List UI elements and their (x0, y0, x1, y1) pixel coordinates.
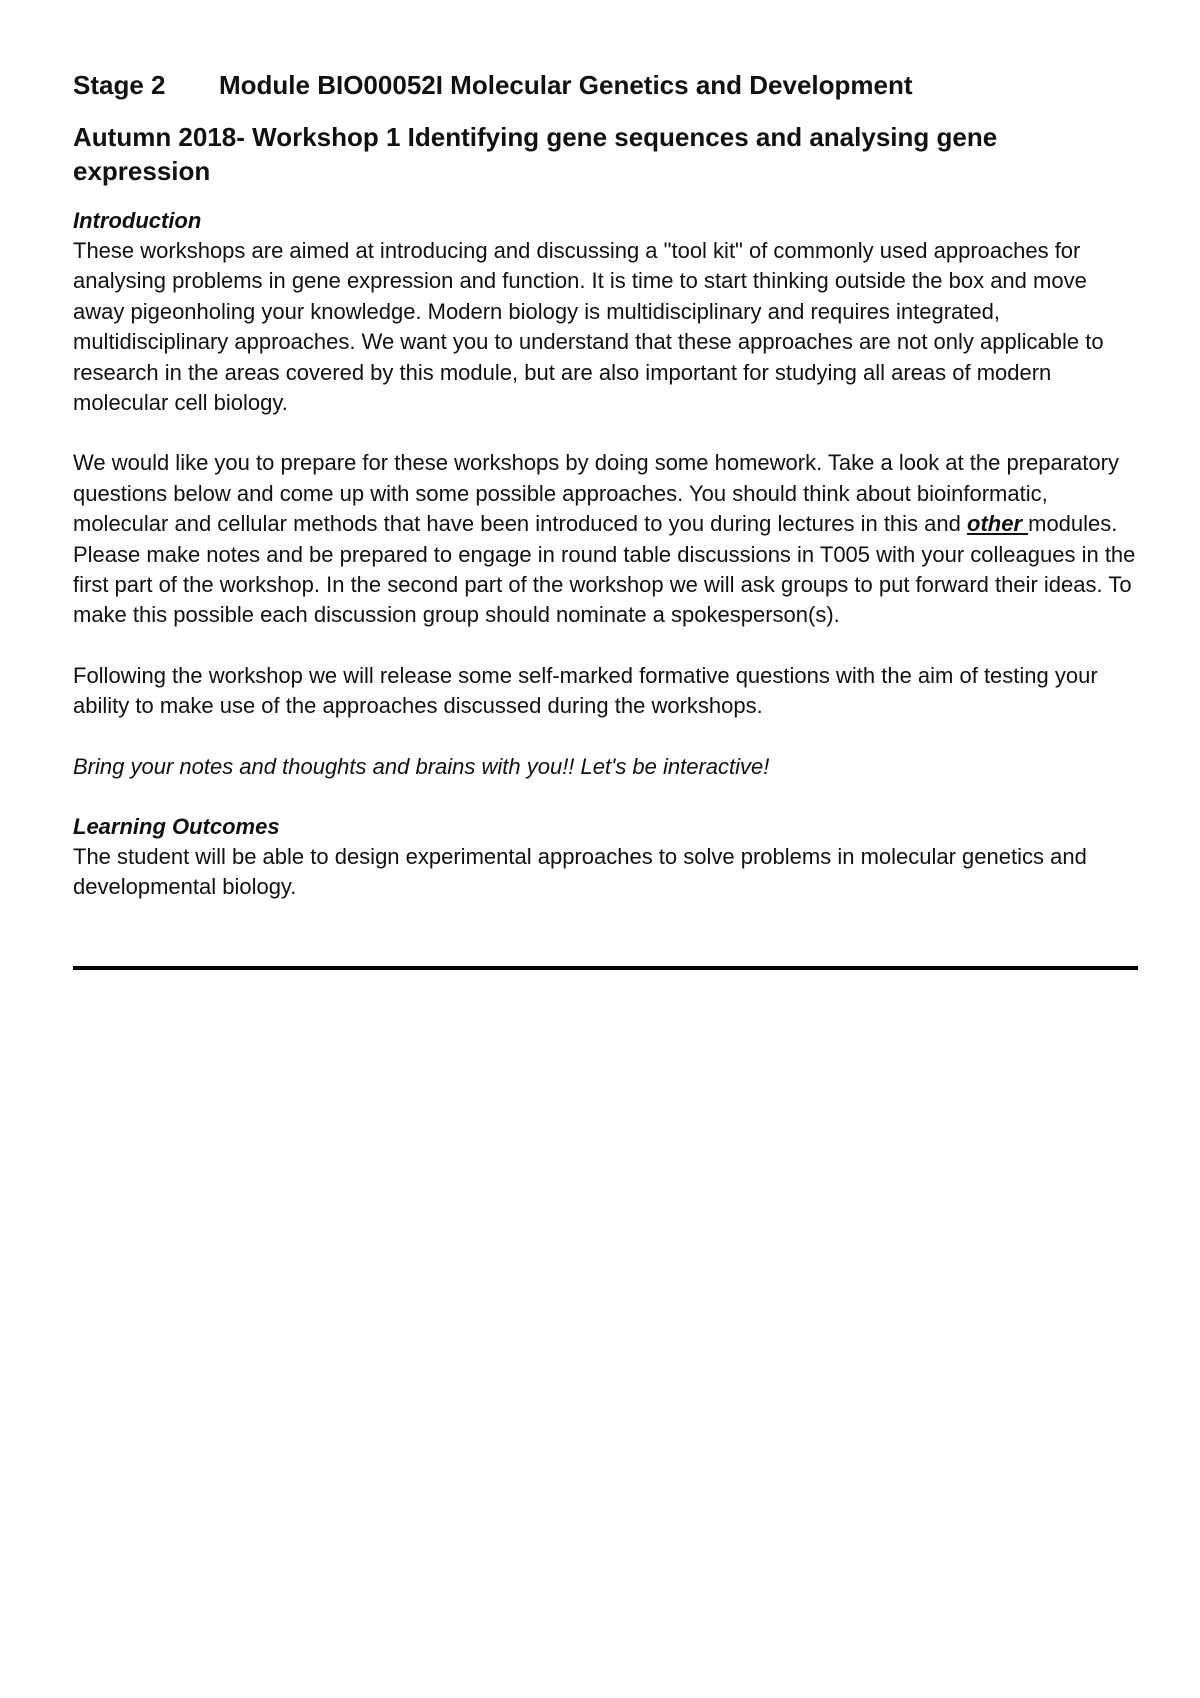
stage-module-heading (73, 68, 1138, 102)
document-page (73, 68, 1138, 903)
learning-outcomes-heading: Learning Outcomes (73, 813, 280, 839)
stage-label: Stage 2 (73, 70, 166, 100)
paragraph-2-text-start: We would like you to prepare for these workshops by doing some homework. Take a look at the preparatory questions below and come up with some possible approaches. You should think about bioinformatic, molecular and cellular methods that have been introduced to you during lectures in this and (73, 450, 1119, 537)
introduction-paragraph-1: These workshops are aimed at introducing and discussing a "tool kit" of commonly used approaches for analysing problems in gene expression and function. It is time to start thinking outside the box and move away pigeonholing your knowledge. Modern biology is multidisciplinary and requires integrated, multidisciplinary approaches. We want you to understand that these approaches are not only applicable to research in the areas covered by this module, but are also important for studying all areas of modern molecular cell biology. (73, 238, 1104, 416)
introduction-paragraph-3: Following the workshop we will release some self-marked formative questions with the aim of testing your ability to make use of the approaches discussed during the workshops. (73, 662, 1098, 719)
paragraph-2-text-end: modules. Please make notes and be prepared to engage in round table discussions in T005 with your colleagues in the first part of the workshop. In the second part of the workshop we will ask groups to put forward their ideas. To make this possible each discussion group should nominate a spokesperson(s). (73, 511, 1136, 628)
horizontal-rule (73, 966, 1138, 970)
workshop-title: Autumn 2018- Workshop 1 Identifying gene sequences and analysing gene expression (73, 122, 998, 186)
learning-outcomes-text: The student will be able to design experimental approaches to solve problems in molecular genetics and developmental biology. (73, 843, 1087, 900)
introduction-heading: Introduction (73, 208, 202, 233)
introduction-paragraph-2 (73, 448, 1138, 630)
module-title: Module BIO00052I Molecular Genetics and Development (219, 70, 913, 100)
other-emphasis: other (967, 511, 1029, 537)
closing-remark: Bring your notes and thoughts and brains with you!! Let's be interactive! (73, 753, 770, 779)
